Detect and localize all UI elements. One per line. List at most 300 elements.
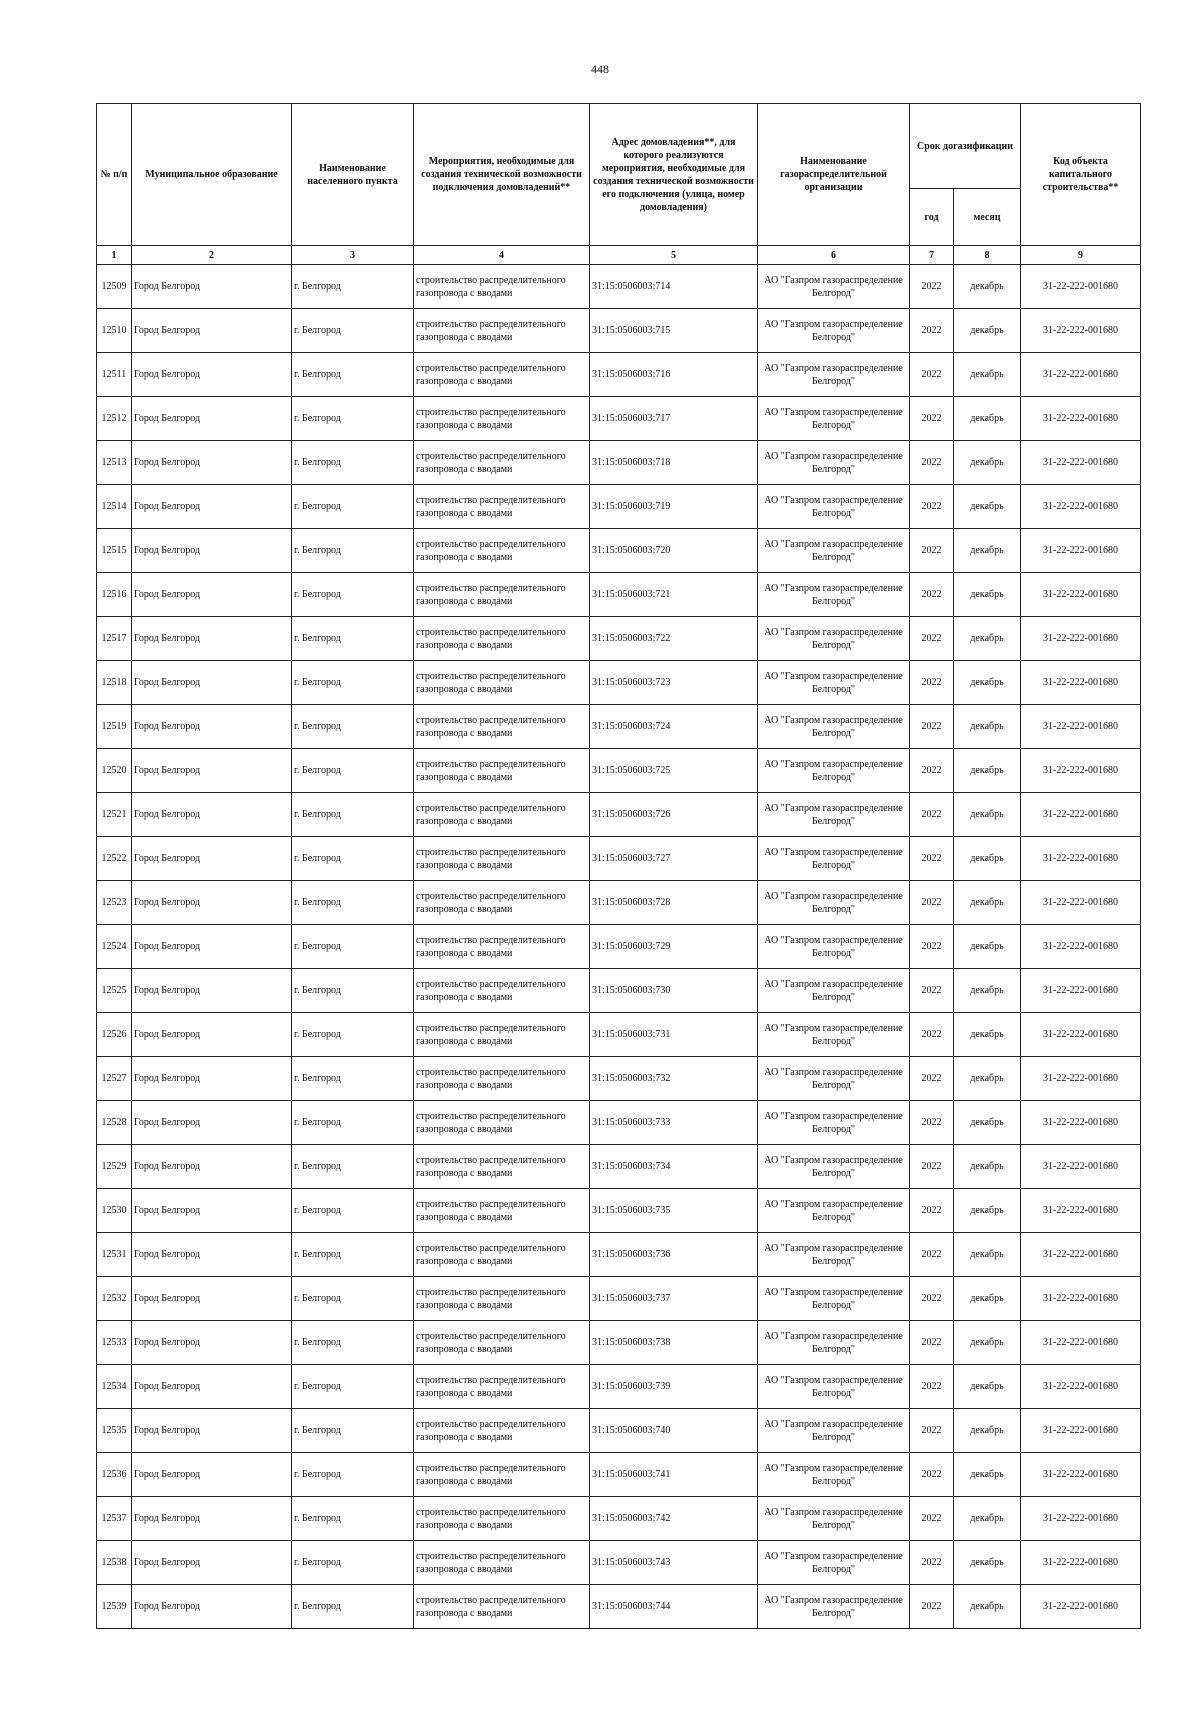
- year-cell: 2022: [910, 969, 954, 1013]
- table-row: [97, 485, 1141, 529]
- settlement-cell: г. Белгород: [292, 1189, 414, 1233]
- measures-cell: строительство распределительного газопровода с вводами: [414, 573, 590, 617]
- organization-cell: АО "Газпром газораспределение Белгород": [758, 1233, 910, 1277]
- year-cell: 2022: [910, 1541, 954, 1585]
- table-row: [97, 1101, 1141, 1145]
- table-row: [97, 573, 1141, 617]
- municipality-cell: Город Белгород: [132, 1453, 292, 1497]
- settlement-cell: г. Белгород: [292, 837, 414, 881]
- organization-cell: АО "Газпром газораспределение Белгород": [758, 1277, 910, 1321]
- page-number: 448: [591, 62, 609, 76]
- month-cell: декабрь: [954, 485, 1021, 529]
- measures-cell: строительство распределительного газопровода с вводами: [414, 1365, 590, 1409]
- month-cell: декабрь: [954, 1409, 1021, 1453]
- month-cell: декабрь: [954, 1013, 1021, 1057]
- table-row: [97, 397, 1141, 441]
- object-code-cell: 31-22-222-001680: [1021, 1585, 1141, 1629]
- address-cell: 31:15:0506003:743: [590, 1541, 758, 1585]
- year-cell: 2022: [910, 617, 954, 661]
- table-row: [97, 1277, 1141, 1321]
- row-number: 12509: [97, 265, 132, 309]
- row-number: 12529: [97, 1145, 132, 1189]
- organization-cell: АО "Газпром газораспределение Белгород": [758, 837, 910, 881]
- measures-cell: строительство распределительного газопровода с вводами: [414, 1189, 590, 1233]
- row-number: 12536: [97, 1453, 132, 1497]
- settlement-cell: г. Белгород: [292, 1145, 414, 1189]
- organization-cell: АО "Газпром газораспределение Белгород": [758, 1145, 910, 1189]
- measures-cell: строительство распределительного газопровода с вводами: [414, 1013, 590, 1057]
- object-code-cell: 31-22-222-001680: [1021, 661, 1141, 705]
- municipality-cell: Город Белгород: [132, 1101, 292, 1145]
- address-cell: 31:15:0506003:725: [590, 749, 758, 793]
- table-row: [97, 749, 1141, 793]
- settlement-cell: г. Белгород: [292, 1365, 414, 1409]
- municipality-cell: Город Белгород: [132, 705, 292, 749]
- measures-cell: строительство распределительного газопровода с вводами: [414, 617, 590, 661]
- table-row: [97, 1497, 1141, 1541]
- address-cell: 31:15:0506003:744: [590, 1585, 758, 1629]
- year-cell: 2022: [910, 1233, 954, 1277]
- address-cell: 31:15:0506003:733: [590, 1101, 758, 1145]
- organization-cell: АО "Газпром газораспределение Белгород": [758, 881, 910, 925]
- month-cell: декабрь: [954, 661, 1021, 705]
- organization-cell: АО "Газпром газораспределение Белгород": [758, 793, 910, 837]
- row-number: 12510: [97, 309, 132, 353]
- table-row: [97, 1233, 1141, 1277]
- settlement-cell: г. Белгород: [292, 1233, 414, 1277]
- row-number: 12539: [97, 1585, 132, 1629]
- month-cell: декабрь: [954, 397, 1021, 441]
- address-cell: 31:15:0506003:722: [590, 617, 758, 661]
- column-number: 8: [954, 246, 1021, 265]
- organization-cell: АО "Газпром газораспределение Белгород": [758, 1321, 910, 1365]
- row-number: 12532: [97, 1277, 132, 1321]
- table-row: [97, 793, 1141, 837]
- table-row: [97, 617, 1141, 661]
- month-cell: декабрь: [954, 441, 1021, 485]
- gasification-table: [96, 103, 1141, 1629]
- table-row: [97, 309, 1141, 353]
- municipality-cell: Город Белгород: [132, 1365, 292, 1409]
- month-cell: декабрь: [954, 1189, 1021, 1233]
- address-cell: 31:15:0506003:741: [590, 1453, 758, 1497]
- row-number: 12524: [97, 925, 132, 969]
- object-code-cell: 31-22-222-001680: [1021, 793, 1141, 837]
- object-code-cell: 31-22-222-001680: [1021, 397, 1141, 441]
- object-code-cell: 31-22-222-001680: [1021, 573, 1141, 617]
- municipality-cell: Город Белгород: [132, 397, 292, 441]
- year-cell: 2022: [910, 397, 954, 441]
- object-code-cell: 31-22-222-001680: [1021, 265, 1141, 309]
- settlement-cell: г. Белгород: [292, 793, 414, 837]
- measures-cell: строительство распределительного газопровода с вводами: [414, 837, 590, 881]
- row-number: 12518: [97, 661, 132, 705]
- year-cell: 2022: [910, 1057, 954, 1101]
- municipality-cell: Город Белгород: [132, 1409, 292, 1453]
- year-cell: 2022: [910, 793, 954, 837]
- measures-cell: строительство распределительного газопровода с вводами: [414, 441, 590, 485]
- table-row: [97, 661, 1141, 705]
- table-row: [97, 1013, 1141, 1057]
- year-cell: 2022: [910, 485, 954, 529]
- settlement-cell: г. Белгород: [292, 925, 414, 969]
- settlement-cell: г. Белгород: [292, 661, 414, 705]
- organization-cell: АО "Газпром газораспределение Белгород": [758, 617, 910, 661]
- organization-cell: АО "Газпром газораспределение Белгород": [758, 573, 910, 617]
- address-cell: 31:15:0506003:715: [590, 309, 758, 353]
- measures-cell: строительство распределительного газопровода с вводами: [414, 1277, 590, 1321]
- municipality-cell: Город Белгород: [132, 881, 292, 925]
- year-cell: 2022: [910, 573, 954, 617]
- row-number: 12538: [97, 1541, 132, 1585]
- table-row: [97, 1365, 1141, 1409]
- settlement-cell: г. Белгород: [292, 1541, 414, 1585]
- year-cell: 2022: [910, 441, 954, 485]
- municipality-cell: Город Белгород: [132, 1585, 292, 1629]
- row-number: 12512: [97, 397, 132, 441]
- month-cell: декабрь: [954, 1101, 1021, 1145]
- object-code-cell: 31-22-222-001680: [1021, 925, 1141, 969]
- year-cell: 2022: [910, 749, 954, 793]
- settlement-cell: г. Белгород: [292, 397, 414, 441]
- object-code-cell: 31-22-222-001680: [1021, 1013, 1141, 1057]
- measures-cell: строительство распределительного газопровода с вводами: [414, 1101, 590, 1145]
- municipality-cell: Город Белгород: [132, 1189, 292, 1233]
- row-number: 12516: [97, 573, 132, 617]
- row-number: 12527: [97, 1057, 132, 1101]
- row-number: 12526: [97, 1013, 132, 1057]
- organization-cell: АО "Газпром газораспределение Белгород": [758, 1409, 910, 1453]
- column-number: 1: [97, 246, 132, 265]
- row-number: 12513: [97, 441, 132, 485]
- organization-cell: АО "Газпром газораспределение Белгород": [758, 309, 910, 353]
- municipality-cell: Город Белгород: [132, 309, 292, 353]
- year-cell: 2022: [910, 705, 954, 749]
- municipality-cell: Город Белгород: [132, 1057, 292, 1101]
- address-cell: 31:15:0506003:717: [590, 397, 758, 441]
- organization-cell: АО "Газпром газораспределение Белгород": [758, 1189, 910, 1233]
- organization-cell: АО "Газпром газораспределение Белгород": [758, 661, 910, 705]
- organization-cell: АО "Газпром газораспределение Белгород": [758, 397, 910, 441]
- year-cell: 2022: [910, 1365, 954, 1409]
- column-number: 2: [132, 246, 292, 265]
- measures-cell: строительство распределительного газопровода с вводами: [414, 1321, 590, 1365]
- column-number: 9: [1021, 246, 1141, 265]
- month-cell: декабрь: [954, 1233, 1021, 1277]
- table-row: [97, 441, 1141, 485]
- column-number: 3: [292, 246, 414, 265]
- object-code-cell: 31-22-222-001680: [1021, 1409, 1141, 1453]
- header-municipality: Муниципальное образование: [132, 104, 292, 246]
- year-cell: 2022: [910, 1145, 954, 1189]
- municipality-cell: Город Белгород: [132, 1233, 292, 1277]
- month-cell: декабрь: [954, 793, 1021, 837]
- measures-cell: строительство распределительного газопровода с вводами: [414, 881, 590, 925]
- measures-cell: строительство распределительного газопровода с вводами: [414, 309, 590, 353]
- organization-cell: АО "Газпром газораспределение Белгород": [758, 1585, 910, 1629]
- settlement-cell: г. Белгород: [292, 441, 414, 485]
- object-code-cell: 31-22-222-001680: [1021, 1057, 1141, 1101]
- row-number: 12519: [97, 705, 132, 749]
- table-row: [97, 881, 1141, 925]
- row-number: 12525: [97, 969, 132, 1013]
- measures-cell: строительство распределительного газопровода с вводами: [414, 793, 590, 837]
- month-cell: декабрь: [954, 925, 1021, 969]
- header-year: год: [910, 189, 954, 246]
- year-cell: 2022: [910, 837, 954, 881]
- settlement-cell: г. Белгород: [292, 705, 414, 749]
- year-cell: 2022: [910, 1585, 954, 1629]
- object-code-cell: 31-22-222-001680: [1021, 529, 1141, 573]
- table-row: [97, 1453, 1141, 1497]
- address-cell: 31:15:0506003:727: [590, 837, 758, 881]
- organization-cell: АО "Газпром газораспределение Белгород": [758, 529, 910, 573]
- row-number: 12537: [97, 1497, 132, 1541]
- municipality-cell: Город Белгород: [132, 793, 292, 837]
- object-code-cell: 31-22-222-001680: [1021, 881, 1141, 925]
- row-number: 12528: [97, 1101, 132, 1145]
- organization-cell: АО "Газпром газораспределение Белгород": [758, 353, 910, 397]
- year-cell: 2022: [910, 661, 954, 705]
- measures-cell: строительство распределительного газопровода с вводами: [414, 1497, 590, 1541]
- municipality-cell: Город Белгород: [132, 837, 292, 881]
- measures-cell: строительство распределительного газопровода с вводами: [414, 397, 590, 441]
- settlement-cell: г. Белгород: [292, 265, 414, 309]
- row-number: 12515: [97, 529, 132, 573]
- object-code-cell: 31-22-222-001680: [1021, 837, 1141, 881]
- address-cell: 31:15:0506003:737: [590, 1277, 758, 1321]
- settlement-cell: г. Белгород: [292, 485, 414, 529]
- settlement-cell: г. Белгород: [292, 1497, 414, 1541]
- municipality-cell: Город Белгород: [132, 1145, 292, 1189]
- measures-cell: строительство распределительного газопровода с вводами: [414, 1541, 590, 1585]
- municipality-cell: Город Белгород: [132, 1497, 292, 1541]
- year-cell: 2022: [910, 1013, 954, 1057]
- address-cell: 31:15:0506003:740: [590, 1409, 758, 1453]
- address-cell: 31:15:0506003:732: [590, 1057, 758, 1101]
- address-cell: 31:15:0506003:714: [590, 265, 758, 309]
- address-cell: 31:15:0506003:739: [590, 1365, 758, 1409]
- month-cell: декабрь: [954, 881, 1021, 925]
- address-cell: 31:15:0506003:716: [590, 353, 758, 397]
- header-measures: Мероприятия, необходимые для создания технической возможности подключения домовладений**: [414, 104, 590, 246]
- table-row: [97, 837, 1141, 881]
- measures-cell: строительство распределительного газопровода с вводами: [414, 705, 590, 749]
- address-cell: 31:15:0506003:718: [590, 441, 758, 485]
- month-cell: декабрь: [954, 573, 1021, 617]
- row-number: 12533: [97, 1321, 132, 1365]
- settlement-cell: г. Белгород: [292, 529, 414, 573]
- object-code-cell: 31-22-222-001680: [1021, 617, 1141, 661]
- municipality-cell: Город Белгород: [132, 529, 292, 573]
- row-number: 12534: [97, 1365, 132, 1409]
- month-cell: декабрь: [954, 1321, 1021, 1365]
- settlement-cell: г. Белгород: [292, 1277, 414, 1321]
- organization-cell: АО "Газпром газораспределение Белгород": [758, 1101, 910, 1145]
- year-cell: 2022: [910, 353, 954, 397]
- month-cell: декабрь: [954, 1453, 1021, 1497]
- settlement-cell: г. Белгород: [292, 617, 414, 661]
- object-code-cell: 31-22-222-001680: [1021, 441, 1141, 485]
- organization-cell: АО "Газпром газораспределение Белгород": [758, 749, 910, 793]
- row-number: 12522: [97, 837, 132, 881]
- month-cell: декабрь: [954, 969, 1021, 1013]
- month-cell: декабрь: [954, 353, 1021, 397]
- month-cell: декабрь: [954, 705, 1021, 749]
- row-number: 12514: [97, 485, 132, 529]
- month-cell: декабрь: [954, 1365, 1021, 1409]
- object-code-cell: 31-22-222-001680: [1021, 969, 1141, 1013]
- address-cell: 31:15:0506003:731: [590, 1013, 758, 1057]
- object-code-cell: 31-22-222-001680: [1021, 1365, 1141, 1409]
- address-cell: 31:15:0506003:726: [590, 793, 758, 837]
- year-cell: 2022: [910, 529, 954, 573]
- object-code-cell: 31-22-222-001680: [1021, 1145, 1141, 1189]
- settlement-cell: г. Белгород: [292, 1321, 414, 1365]
- address-cell: 31:15:0506003:734: [590, 1145, 758, 1189]
- organization-cell: АО "Газпром газораспределение Белгород": [758, 1541, 910, 1585]
- table-row: [97, 1321, 1141, 1365]
- settlement-cell: г. Белгород: [292, 1453, 414, 1497]
- municipality-cell: Город Белгород: [132, 661, 292, 705]
- table-row: [97, 1541, 1141, 1585]
- municipality-cell: Город Белгород: [132, 573, 292, 617]
- month-cell: декабрь: [954, 617, 1021, 661]
- municipality-cell: Город Белгород: [132, 1013, 292, 1057]
- table-row: [97, 529, 1141, 573]
- month-cell: декабрь: [954, 1541, 1021, 1585]
- year-cell: 2022: [910, 1497, 954, 1541]
- row-number: 12530: [97, 1189, 132, 1233]
- organization-cell: АО "Газпром газораспределение Белгород": [758, 925, 910, 969]
- organization-cell: АО "Газпром газораспределение Белгород": [758, 485, 910, 529]
- measures-cell: строительство распределительного газопровода с вводами: [414, 969, 590, 1013]
- settlement-cell: г. Белгород: [292, 353, 414, 397]
- year-cell: 2022: [910, 1101, 954, 1145]
- municipality-cell: Город Белгород: [132, 1277, 292, 1321]
- municipality-cell: Город Белгород: [132, 749, 292, 793]
- column-number: 6: [758, 246, 910, 265]
- table-row: [97, 925, 1141, 969]
- object-code-cell: 31-22-222-001680: [1021, 1321, 1141, 1365]
- table-row: [97, 265, 1141, 309]
- year-cell: 2022: [910, 1453, 954, 1497]
- month-cell: декабрь: [954, 749, 1021, 793]
- month-cell: декабрь: [954, 1585, 1021, 1629]
- row-number: 12535: [97, 1409, 132, 1453]
- year-cell: 2022: [910, 1277, 954, 1321]
- month-cell: декабрь: [954, 309, 1021, 353]
- settlement-cell: г. Белгород: [292, 969, 414, 1013]
- header-settlement: Наименование населенного пункта: [292, 104, 414, 246]
- settlement-cell: г. Белгород: [292, 1409, 414, 1453]
- address-cell: 31:15:0506003:719: [590, 485, 758, 529]
- municipality-cell: Город Белгород: [132, 617, 292, 661]
- organization-cell: АО "Газпром газораспределение Белгород": [758, 705, 910, 749]
- object-code-cell: 31-22-222-001680: [1021, 309, 1141, 353]
- year-cell: 2022: [910, 925, 954, 969]
- settlement-cell: г. Белгород: [292, 1585, 414, 1629]
- measures-cell: строительство распределительного газопровода с вводами: [414, 1453, 590, 1497]
- measures-cell: строительство распределительного газопровода с вводами: [414, 1233, 590, 1277]
- settlement-cell: г. Белгород: [292, 573, 414, 617]
- column-number-row: [97, 246, 1141, 265]
- header-term: Срок догазификации: [910, 104, 1021, 189]
- measures-cell: строительство распределительного газопровода с вводами: [414, 485, 590, 529]
- table-row: [97, 1409, 1141, 1453]
- municipality-cell: Город Белгород: [132, 969, 292, 1013]
- year-cell: 2022: [910, 1189, 954, 1233]
- organization-cell: АО "Газпром газораспределение Белгород": [758, 265, 910, 309]
- month-cell: декабрь: [954, 1497, 1021, 1541]
- column-number: 5: [590, 246, 758, 265]
- row-number: 12531: [97, 1233, 132, 1277]
- measures-cell: строительство распределительного газопровода с вводами: [414, 1057, 590, 1101]
- column-number: 7: [910, 246, 954, 265]
- month-cell: декабрь: [954, 1145, 1021, 1189]
- object-code-cell: 31-22-222-001680: [1021, 353, 1141, 397]
- month-cell: декабрь: [954, 529, 1021, 573]
- header-month: месяц: [954, 189, 1021, 246]
- object-code-cell: 31-22-222-001680: [1021, 1453, 1141, 1497]
- table-body: [97, 265, 1141, 1629]
- year-cell: 2022: [910, 1321, 954, 1365]
- month-cell: декабрь: [954, 837, 1021, 881]
- table-row: [97, 1585, 1141, 1629]
- header-org: Наименование газораспределительной организации: [758, 104, 910, 246]
- measures-cell: строительство распределительного газопровода с вводами: [414, 1409, 590, 1453]
- table-row: [97, 705, 1141, 749]
- organization-cell: АО "Газпром газораспределение Белгород": [758, 1013, 910, 1057]
- measures-cell: строительство распределительного газопровода с вводами: [414, 661, 590, 705]
- month-cell: декабрь: [954, 1057, 1021, 1101]
- row-number: 12520: [97, 749, 132, 793]
- address-cell: 31:15:0506003:724: [590, 705, 758, 749]
- object-code-cell: 31-22-222-001680: [1021, 1233, 1141, 1277]
- object-code-cell: 31-22-222-001680: [1021, 1277, 1141, 1321]
- municipality-cell: Город Белгород: [132, 925, 292, 969]
- settlement-cell: г. Белгород: [292, 749, 414, 793]
- object-code-cell: 31-22-222-001680: [1021, 749, 1141, 793]
- municipality-cell: Город Белгород: [132, 353, 292, 397]
- municipality-cell: Город Белгород: [132, 1541, 292, 1585]
- month-cell: декабрь: [954, 1277, 1021, 1321]
- measures-cell: строительство распределительного газопровода с вводами: [414, 749, 590, 793]
- municipality-cell: Город Белгород: [132, 485, 292, 529]
- table-row: [97, 1189, 1141, 1233]
- address-cell: 31:15:0506003:730: [590, 969, 758, 1013]
- settlement-cell: г. Белгород: [292, 309, 414, 353]
- municipality-cell: Город Белгород: [132, 1321, 292, 1365]
- header-code: Код объекта капитального строительства**: [1021, 104, 1141, 246]
- measures-cell: строительство распределительного газопровода с вводами: [414, 265, 590, 309]
- address-cell: 31:15:0506003:742: [590, 1497, 758, 1541]
- measures-cell: строительство распределительного газопровода с вводами: [414, 1145, 590, 1189]
- object-code-cell: 31-22-222-001680: [1021, 1541, 1141, 1585]
- organization-cell: АО "Газпром газораспределение Белгород": [758, 1497, 910, 1541]
- object-code-cell: 31-22-222-001680: [1021, 1101, 1141, 1145]
- address-cell: 31:15:0506003:723: [590, 661, 758, 705]
- table-row: [97, 353, 1141, 397]
- measures-cell: строительство распределительного газопровода с вводами: [414, 353, 590, 397]
- object-code-cell: 31-22-222-001680: [1021, 485, 1141, 529]
- column-number: 4: [414, 246, 590, 265]
- header-num: № п/п: [97, 104, 132, 246]
- row-number: 12521: [97, 793, 132, 837]
- municipality-cell: Город Белгород: [132, 441, 292, 485]
- address-cell: 31:15:0506003:720: [590, 529, 758, 573]
- month-cell: декабрь: [954, 265, 1021, 309]
